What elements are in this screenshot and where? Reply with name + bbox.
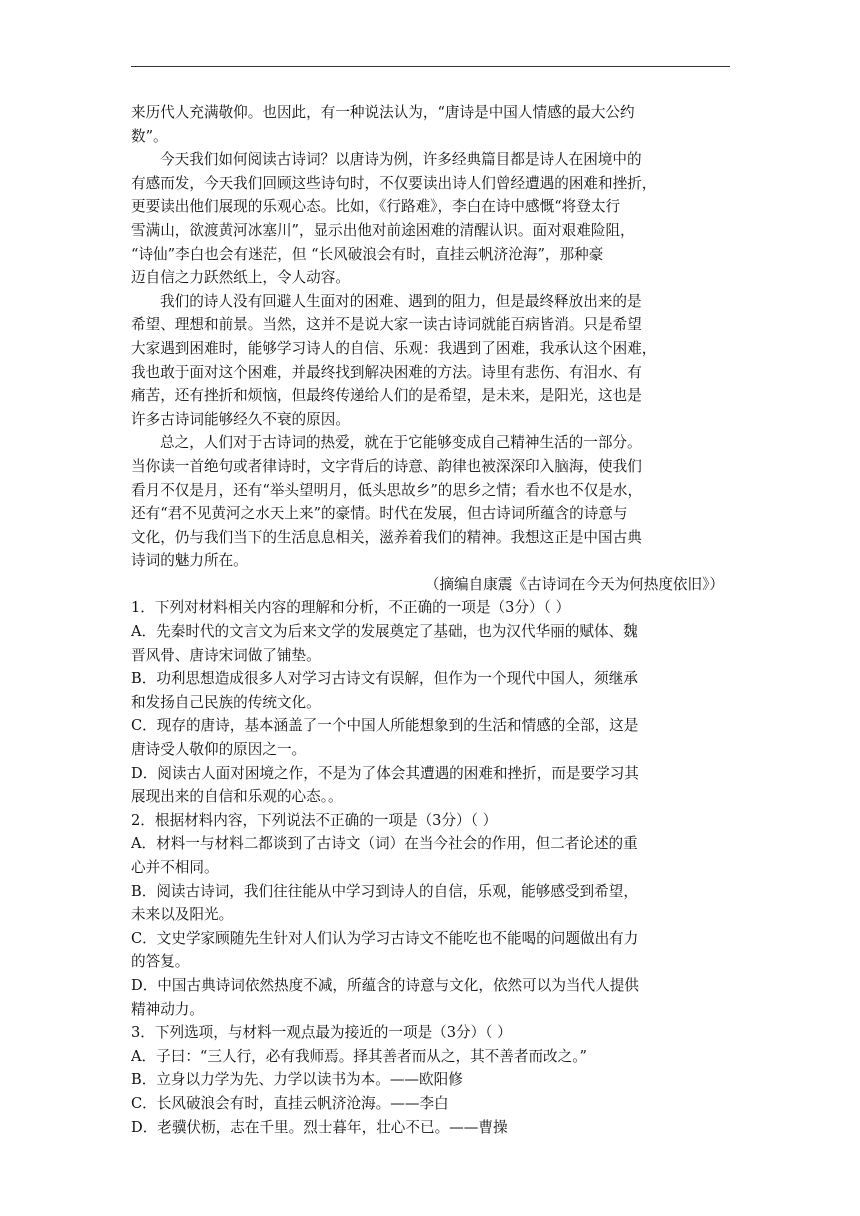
passage-line: 更要读出他们展现的乐观心态。比如，《行路难》，李白在诗中感慨“将登太行 bbox=[131, 198, 621, 216]
question-line: B．立身以力学为先、力学以读书为本。——欧阳修 bbox=[131, 1071, 463, 1089]
question-line: A．材料一与材料二都谈到了古诗文（词）在当今社会的作用，但二者论述的重 bbox=[131, 835, 638, 853]
question-line: 1．下列对材料相关内容的理解和分析，不正确的一项是（3分）（ ） bbox=[131, 599, 571, 617]
passage-line: 希望、理想和前景。当然，这并不是说大家一读古诗词就能百病皆消。只是希望 bbox=[131, 316, 642, 334]
passage-line: 迈自信之力跃然纸上，令人动容。 bbox=[131, 269, 350, 287]
question-line: 心并不相同。 bbox=[131, 859, 219, 876]
header-rule bbox=[131, 66, 730, 67]
passage-line: 诗词的魅力所在。 bbox=[131, 552, 248, 570]
passage-line: 许多古诗词能够经久不衰的原因。 bbox=[131, 410, 350, 428]
passage-line: 数”。 bbox=[131, 127, 168, 145]
passage-line: 大家遇到困难时，能够学习诗人的自信、乐观：我遇到了困难，我承认这个困难， bbox=[131, 339, 657, 357]
passage-line: 痛苦，还有挫折和烦恼，但最终传递给人们的是希望，是未来，是阳光，这也是 bbox=[131, 387, 642, 405]
passage-line: 还有“君不见黄河之水天上来”的豪情。时代在发展，但古诗词所蕴含的诗意与 bbox=[131, 505, 628, 523]
passage-line: 文化，仍与我们当下的生活息息相关，滋养着我们的精神。我想这正是中国古典 bbox=[131, 528, 642, 546]
passage-line: 我们的诗人没有回避人生面对的困难、遇到的阻力，但是最终释放出来的是 bbox=[160, 292, 642, 310]
question-line: 精神动力。 bbox=[131, 1000, 204, 1018]
question-line: C．文史学家顾随先生针对人们认为学习古诗文不能吃也不能喝的问题做出有力 bbox=[131, 929, 639, 947]
question-line: C．现存的唐诗，基本涵盖了一个中国人所能想象到的生活和情感的全部，这是 bbox=[131, 717, 639, 735]
question-line: 晋风骨、唐诗宋词做了铺垫。 bbox=[131, 646, 321, 664]
page-content bbox=[131, 101, 730, 1139]
passage-line: “诗仙”李白也会有迷茫，但 “长风破浪会有时，直挂云帆济沧海”，那种豪 bbox=[131, 245, 604, 263]
questions bbox=[131, 596, 730, 1139]
passage-line: 今天我们如何阅读古诗词？以唐诗为例，许多经典篇目都是诗人在困境中的 bbox=[160, 151, 642, 169]
question-line: D．中国古典诗词依然热度不减，所蕴含的诗意与文化，依然可以为当代人提供 bbox=[131, 976, 639, 994]
passage-line: 雪满山，欲渡黄河冰塞川”，显示出他对前途困难的清醒认识。面对艰难险阻， bbox=[131, 221, 635, 239]
passage-line: 我也敢于面对这个困难，并最终找到解决困难的方法。诗里有悲伤、有泪水、有 bbox=[131, 363, 642, 381]
question-line: C．长风破浪会有时，直挂云帆济沧海。——李白 bbox=[131, 1094, 449, 1112]
question-line: A．先秦时代的文言文为后来文学的发展奠定了基础，也为汉代华丽的赋体、魏 bbox=[131, 623, 638, 641]
question-line: 2．根据材料内容，下列说法不正确的一项是（3分）（ ） bbox=[131, 811, 498, 829]
passage-line: 有感而发，今天我们回顾这些诗句时，不仅要读出诗人们曾经遭遇的困难和挫折， bbox=[131, 174, 657, 192]
question-line: 未来以及阳光。 bbox=[131, 906, 234, 924]
passage bbox=[131, 101, 730, 573]
question-line: B．阅读古诗词，我们往往能从中学习到诗人的自信，乐观，能够感受到希望， bbox=[131, 882, 638, 900]
question-line: 3．下列选项，与材料一观点最为接近的一项是（3分）（ ） bbox=[131, 1024, 512, 1042]
source-citation: （摘编自康震《古诗词在今天为何热度依旧》） bbox=[424, 575, 724, 593]
question-line: D．阅读古人面对困境之作，不是为了体会其遭遇的困难和挫折，而是要学习其 bbox=[131, 764, 639, 782]
question-line: 的答复。 bbox=[131, 953, 190, 971]
question-line: A．子曰：“三人行，必有我师焉。择其善者而从之，其不善者而改之。” bbox=[131, 1047, 587, 1065]
passage-line: 总之，人们对于古诗词的热爱，就在于它能够变成自己精神生活的一部分。 bbox=[160, 434, 642, 452]
question-line: 展现出来的自信和乐观的心态。。 bbox=[131, 788, 343, 806]
passage-line: 看月不仅是月，还有“举头望明月，低头思故乡”的思乡之情；看水也不仅是水， bbox=[131, 481, 643, 499]
question-line: 唐诗受人敬仰的原因之一。 bbox=[131, 741, 307, 759]
question-line: 和发扬自己民族的传统文化。 bbox=[131, 693, 321, 711]
passage-line: 来历代人充满敬仰。也因此，有一种说法认为，“唐诗是中国人情感的最大公约 bbox=[131, 104, 635, 121]
question-line: B．功利思想造成很多人对学习古诗文有误解，但作为一个现代中国人，须继承 bbox=[131, 670, 638, 688]
question-line: D．老骥伏枥，志在千里。烈士暮年，壮心不已。——曹操 bbox=[131, 1118, 508, 1136]
passage-line: 当你读一首绝句或者律诗时，文字背后的诗意、韵律也被深深印入脑海，使我们 bbox=[131, 457, 642, 475]
